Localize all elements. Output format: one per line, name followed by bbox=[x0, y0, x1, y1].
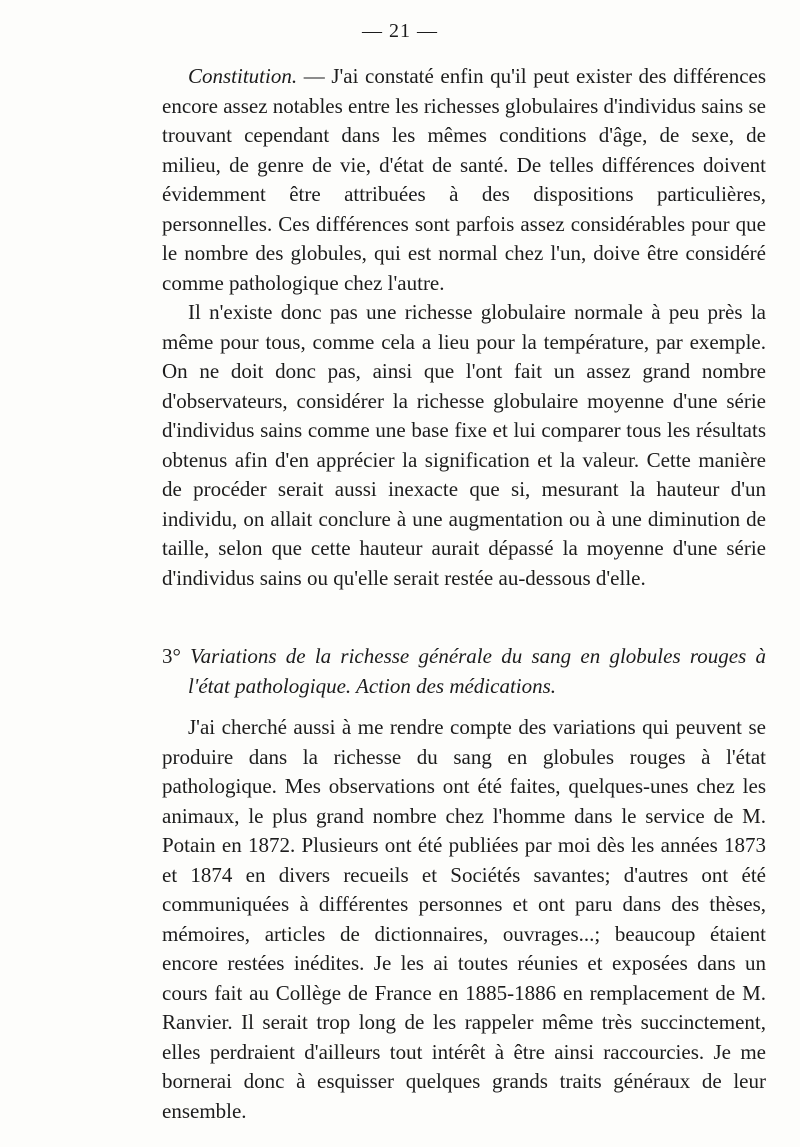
paragraph-constitution bbox=[162, 62, 766, 298]
section-variations bbox=[162, 713, 766, 1126]
section-title bbox=[162, 641, 766, 701]
paragraph-variations: J'ai cherché aussi à me rendre compte des variations qui peuvent se produire dans la richesse du sang en globules rouges à l'état pathologique. Mes observations ont été faites, quelques-unes chez les animaux, le plus grand nombre chez l'homme dans le service de M. Potain en 1872. Plusieurs ont été publiées par moi dès les années 1873 et 1874 en divers recueils et Sociétés savantes; d'autres ont été communiquées à différentes personnes et ont paru dans des thèses, mémoires, articles de dictionnaires, ouvrages...; beaucoup étaient encore restées inédites. Je les ai toutes réunies et exposées dans un cours fait au Collège de France en 1885-1886 en remplacement de M. Ranvier. Il serait trop long de les rappeler même très succinctement, elles perdraient d'ailleurs tout intérêt à être ainsi raccourcies. Je me bornerai donc à esquisser quelques grands traits généraux de leur ensemble. bbox=[162, 715, 766, 1123]
paragraph-lead: Constitution. bbox=[188, 64, 298, 88]
section-title-text: Variations de la richesse générale du sang en globules rouges à l'état pathologique. Action des médications. bbox=[188, 644, 767, 698]
section-number: 3° bbox=[162, 644, 181, 668]
page-number: — 21 — bbox=[362, 20, 438, 42]
section-heading bbox=[162, 641, 766, 701]
section-constitution bbox=[162, 62, 766, 593]
paragraph-body: — J'ai constaté enfin qu'il peut exister des différences encore assez notables entre les richesses globulaires d'individus sains se trouvant cependant dans les mêmes conditions d'âge, de sexe, de milieu, de genre de vie, d'état de santé. De telles différences doivent évidemment être attribuées à des dispositions particulières, personnelles. Ces différences sont parfois assez considérables pour que le nombre des globules, qui est normal chez l'un, doive être considéré comme pathologique chez l'autre. bbox=[162, 64, 767, 295]
paragraph-richesse-normale: Il n'existe donc pas une richesse globulaire normale à peu près la même pour tous, comme cela a lieu pour la température, par exemple. On ne doit donc pas, ainsi que l'ont fait un assez grand nombre d'observateurs, considérer la richesse globulaire moyenne d'une série d'individus sains comme une base fixe et lui comparer tous les résultats obtenus afin d'en apprécier la signification et la valeur. Cette manière de procéder serait aussi inexacte que si, mesurant la hauteur d'un individu, on allait conclure à une augmentation ou à une diminution de taille, selon que cette hauteur aurait dépassé la moyenne d'une série d'individus sains ou qu'elle serait restée au-dessous d'elle. bbox=[162, 300, 766, 590]
